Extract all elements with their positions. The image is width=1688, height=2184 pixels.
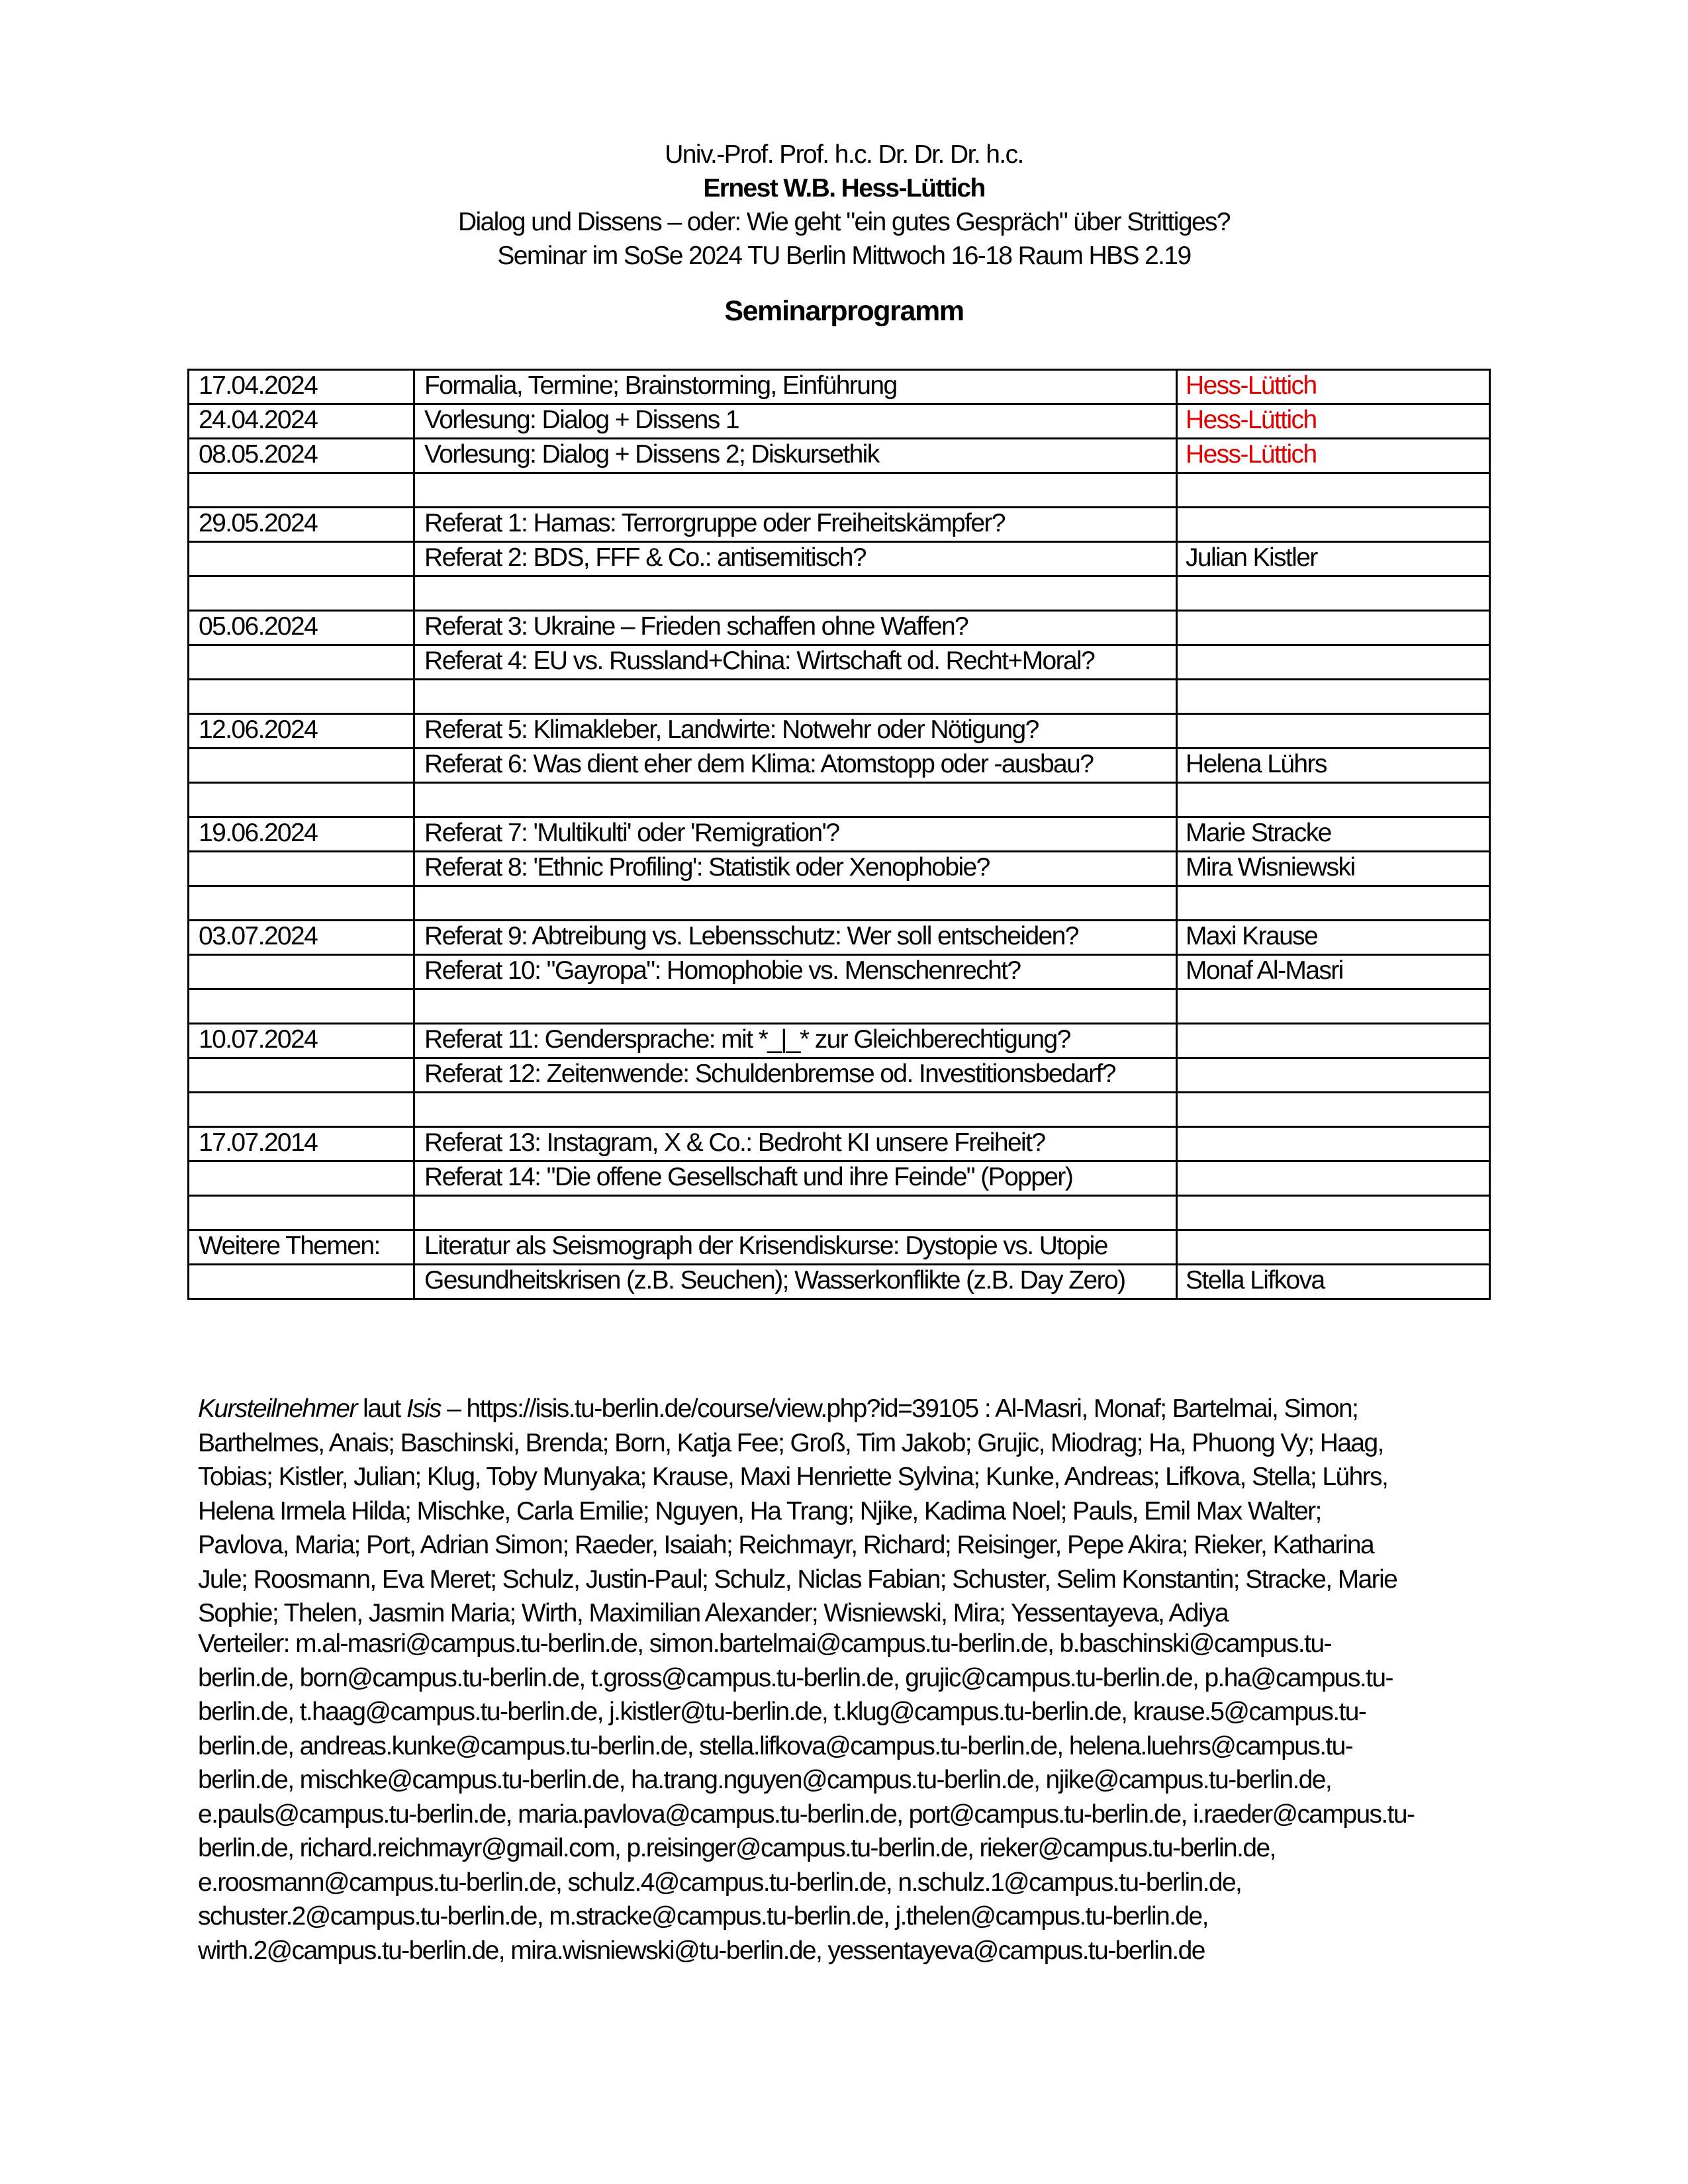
date-cell [189,680,414,714]
participants-label-mid: laut [356,1394,406,1423]
distribution-line: berlin.de, andreas.kunke@campus.tu-berlin.de, stella.lifkova@campus.tu-berlin.de, helena.luehrs@campus.tu- [198,1731,1353,1760]
table-row [189,439,1490,473]
presenter-cell: Mira Wisniewski [1177,852,1490,886]
topic-cell: Gesundheitskrisen (z.B. Seuchen); Wasserkonflikte (z.B. Day Zero) [414,1265,1177,1299]
topic-cell [414,473,1177,508]
document-header [0,138,1688,273]
participants-lines [198,1426,1489,1631]
presenter-cell [1177,1024,1490,1058]
date-cell: 05.06.2024 [189,611,414,645]
course-title: Dialog und Dissens – oder: Wie geht "ein gutes Gespräch" über Strittiges? [457,208,1231,236]
table-row [189,989,1490,1024]
presenter-cell [1177,1161,1490,1196]
schedule-body [189,370,1490,1299]
presenter-cell [1177,1093,1490,1127]
date-cell [189,1093,414,1127]
date-cell: 17.07.2014 [189,1127,414,1161]
topic-cell: Literatur als Seismograph der Krisendiskurse: Dystopie vs. Utopie [414,1230,1177,1265]
table-row [189,645,1490,680]
presenter-cell [1177,1058,1490,1093]
participants-line: Jule; Roosmann, Eva Meret; Schulz, Justin-Paul; Schulz, Niclas Fabian; Schuster, Selim Konstantin; Stracke, Marie [198,1565,1397,1594]
topic-cell: Referat 2: BDS, FFF & Co.: antisemitisch? [414,542,1177,576]
date-cell [189,989,414,1024]
topic-cell: Referat 11: Gendersprache: mit *_|_* zur Gleichberechtigung? [414,1024,1177,1058]
date-cell [189,645,414,680]
participants-source: Isis [406,1394,441,1423]
date-cell [189,783,414,817]
date-cell: 19.06.2024 [189,817,414,852]
presenter-cell: Helena Lührs [1177,749,1490,783]
topic-cell [414,680,1177,714]
table-row [189,886,1490,921]
presenter-cell: Hess-Lüttich [1177,370,1490,404]
presenter-cell [1177,1230,1490,1265]
presenter-cell [1177,508,1490,542]
program-title: Seminarprogramm [724,295,964,327]
date-cell [189,473,414,508]
topic-cell [414,886,1177,921]
table-row [189,852,1490,886]
distribution-line: berlin.de, born@campus.tu-berlin.de, t.gross@campus.tu-berlin.de, grujic@campus.tu-berlin.de, p.ha@campus.tu- [198,1663,1393,1692]
participants-label: Kursteilnehmer [198,1394,357,1423]
date-cell [189,1161,414,1196]
date-cell: 12.06.2024 [189,714,414,749]
participants-line: Sophie; Thelen, Jasmin Maria; Wirth, Maximilian Alexander; Wisniewski, Mira; Yessentayeva, Adiya [198,1599,1228,1627]
table-row [189,611,1490,645]
date-cell [189,1265,414,1299]
distribution-line: e.roosmann@campus.tu-berlin.de, schulz.4@campus.tu-berlin.de, n.schulz.1@campus.tu-berlin.de, [198,1868,1242,1897]
schedule-table [187,369,1491,1300]
date-cell [189,749,414,783]
date-cell [189,886,414,921]
academic-titles: Univ.-Prof. Prof. h.c. Dr. Dr. Dr. h.c. [665,140,1023,169]
topic-cell: Referat 3: Ukraine – Frieden schaffen ohne Waffen? [414,611,1177,645]
topic-cell: Referat 1: Hamas: Terrorgruppe oder Freiheitskämpfer? [414,508,1177,542]
date-cell [189,852,414,886]
topic-cell [414,989,1177,1024]
date-cell [189,576,414,611]
table-row [189,1093,1490,1127]
table-row [189,1161,1490,1196]
table-row [189,1196,1490,1230]
presenter-cell: Monaf Al-Masri [1177,955,1490,989]
date-cell: Weitere Themen: [189,1230,414,1265]
topic-cell: Vorlesung: Dialog + Dissens 1 [414,404,1177,439]
topic-cell [414,783,1177,817]
topic-cell: Referat 13: Instagram, X & Co.: Bedroht KI unsere Freiheit? [414,1127,1177,1161]
table-row [189,783,1490,817]
presenter-cell: Julian Kistler [1177,542,1490,576]
table-row [189,749,1490,783]
presenter-cell [1177,714,1490,749]
presenter-cell: Stella Lifkova [1177,1265,1490,1299]
table-row [189,1127,1490,1161]
presenter-cell [1177,680,1490,714]
participants-line: Helena Irmela Hilda; Mischke, Carla Emilie; Nguyen, Ha Trang; Njike, Kadima Noel; Pauls, Emil Max Walter; [198,1496,1321,1525]
participants-paragraph [198,1392,1489,1631]
presenter-cell [1177,473,1490,508]
table-row [189,680,1490,714]
topic-cell: Referat 5: Klimakleber, Landwirte: Notwehr oder Nötigung? [414,714,1177,749]
table-row [189,473,1490,508]
date-cell [189,542,414,576]
table-row [189,1265,1490,1299]
distribution-line: schuster.2@campus.tu-berlin.de, m.stracke@campus.tu-berlin.de, j.thelen@campus.tu-berlin.de, [198,1902,1208,1931]
instructor-name: Ernest W.B. Hess-Lüttich [703,174,985,203]
distribution-line: berlin.de, mischke@campus.tu-berlin.de, ha.trang.nguyen@campus.tu-berlin.de, njike@campus.tu-berlin.de, [198,1766,1332,1794]
topic-cell: Referat 9: Abtreibung vs. Lebensschutz: Wer soll entscheiden? [414,921,1177,955]
topic-cell [414,1093,1177,1127]
date-cell: 10.07.2024 [189,1024,414,1058]
presenter-cell [1177,645,1490,680]
topic-cell: Referat 4: EU vs. Russland+China: Wirtschaft od. Recht+Moral? [414,645,1177,680]
topic-cell: Referat 6: Was dient eher dem Klima: Atomstopp oder -ausbau? [414,749,1177,783]
participants-line [198,1392,1489,1426]
date-cell [189,1196,414,1230]
presenter-cell [1177,1196,1490,1230]
date-cell [189,1058,414,1093]
participants-line-rest: – https://isis.tu-berlin.de/course/view.php?id=39105 : Al-Masri, Monaf; Bartelmai, Simon; [440,1394,1358,1423]
participants-line: Barthelmes, Anais; Baschinski, Brenda; Born, Katja Fee; Groß, Tim Jakob; Grujic, Miodrag; Ha, Phuong Vy; Haag, [198,1428,1383,1457]
topic-cell: Vorlesung: Dialog + Dissens 2; Diskursethik [414,439,1177,473]
distribution-line: berlin.de, richard.reichmayr@gmail.com, p.reisinger@campus.tu-berlin.de, rieker@campus.tu-berlin.de, [198,1834,1276,1862]
topic-cell: Referat 7: 'Multikulti' oder 'Remigration'? [414,817,1177,852]
topic-cell [414,1196,1177,1230]
presenter-cell [1177,783,1490,817]
presenter-cell [1177,886,1490,921]
topic-cell: Referat 10: "Gayropa": Homophobie vs. Menschenrecht? [414,955,1177,989]
date-cell: 17.04.2024 [189,370,414,404]
presenter-cell: Hess-Lüttich [1177,404,1490,439]
table-row [189,370,1490,404]
distribution-line: berlin.de, t.haag@campus.tu-berlin.de, j.kistler@tu-berlin.de, t.klug@campus.tu-berlin.de, krause.5@campus.tu- [198,1698,1366,1726]
course-info: Seminar im SoSe 2024 TU Berlin Mittwoch 16-18 Raum HBS 2.19 [497,242,1191,270]
table-row [189,955,1490,989]
topic-cell: Referat 8: 'Ethnic Profiling': Statistik oder Xenophobie? [414,852,1177,886]
presenter-cell [1177,576,1490,611]
topic-cell: Referat 12: Zeitenwende: Schuldenbremse od. Investitionsbedarf? [414,1058,1177,1093]
date-cell [189,955,414,989]
date-cell: 24.04.2024 [189,404,414,439]
date-cell: 29.05.2024 [189,508,414,542]
date-cell: 03.07.2024 [189,921,414,955]
table-row [189,508,1490,542]
table-row [189,576,1490,611]
table-row [189,404,1490,439]
table-row [189,1230,1490,1265]
participants-line: Tobias; Kistler, Julian; Klug, Toby Munyaka; Krause, Maxi Henriette Sylvina; Kunke, Andreas; Lifkova, Stella; Lührs, [198,1463,1388,1491]
table-row [189,817,1490,852]
distribution-paragraph [198,1627,1489,1968]
table-row [189,921,1490,955]
date-cell: 08.05.2024 [189,439,414,473]
distribution-line: e.pauls@campus.tu-berlin.de, maria.pavlova@campus.tu-berlin.de, port@campus.tu-berlin.de, i.raeder@campus.tu- [198,1799,1415,1829]
table-row [189,1058,1490,1093]
table-row [189,1024,1490,1058]
distribution-lines [198,1627,1489,1968]
presenter-cell: Marie Stracke [1177,817,1490,852]
topic-cell [414,576,1177,611]
presenter-cell [1177,1127,1490,1161]
presenter-cell [1177,989,1490,1024]
table-row [189,542,1490,576]
table-row [189,714,1490,749]
topic-cell: Formalia, Termine; Brainstorming, Einführung [414,370,1177,404]
presenter-cell [1177,611,1490,645]
presenter-cell: Maxi Krause [1177,921,1490,955]
distribution-line: wirth.2@campus.tu-berlin.de, mira.wisniewski@tu-berlin.de, yessentayeva@campus.tu-berlin.de [198,1936,1205,1965]
topic-cell: Referat 14: "Die offene Gesellschaft und ihre Feinde" (Popper) [414,1161,1177,1196]
distribution-line: Verteiler: m.al-masri@campus.tu-berlin.de, simon.bartelmai@campus.tu-berlin.de, b.baschinski@campus.tu- [198,1629,1331,1658]
presenter-cell: Hess-Lüttich [1177,439,1490,473]
participants-line: Pavlova, Maria; Port, Adrian Simon; Raeder, Isaiah; Reichmayr, Richard; Reisinger, Pepe Akira; Rieker, Katharina [198,1531,1374,1559]
